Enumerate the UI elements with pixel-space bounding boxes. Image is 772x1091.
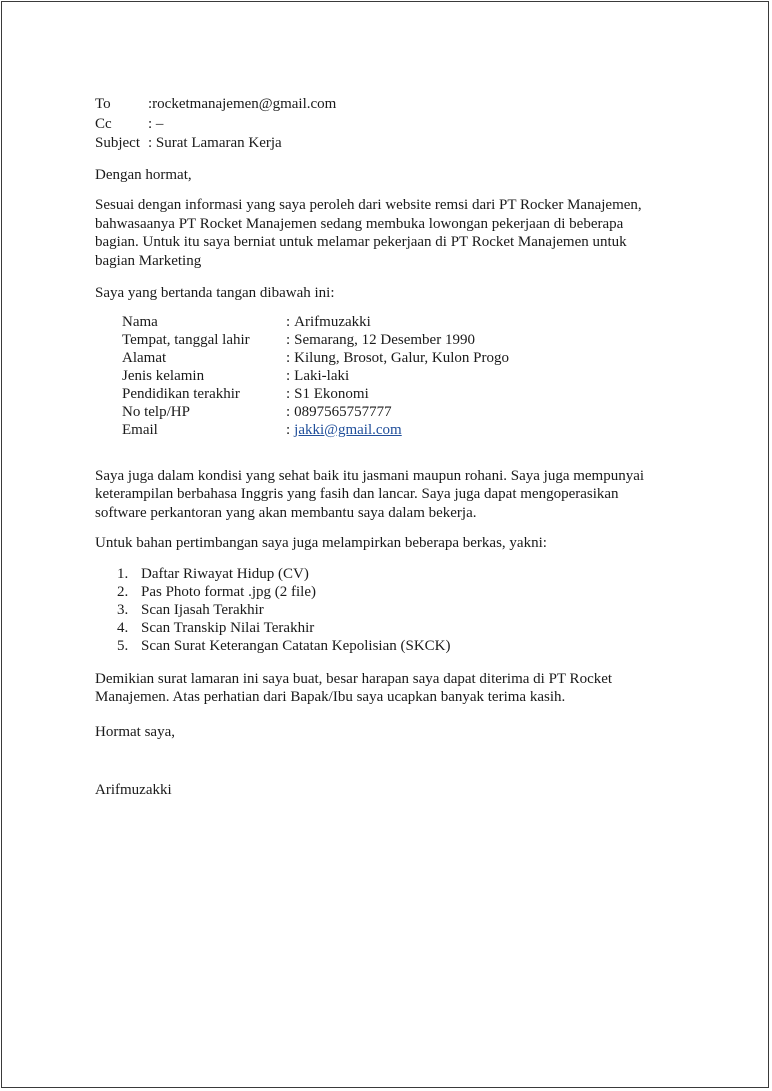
list-item bbox=[117, 565, 685, 583]
greeting: Dengan hormat, bbox=[95, 166, 192, 183]
paragraph-line: bagian. Untuk itu saya berniat untuk melamar pekerjaan di PT Rocket Manajemen untuk bbox=[95, 234, 627, 250]
biodata-value: Kilung, Brosot, Galur, Kulon Progo bbox=[294, 349, 509, 366]
biodata-row-jenis-kelamin bbox=[122, 367, 685, 385]
biodata-label: No telp/HP bbox=[122, 403, 190, 420]
list-item bbox=[117, 619, 685, 637]
list-number: 2. bbox=[117, 583, 129, 600]
cc-label: Cc bbox=[95, 115, 112, 132]
biodata-row-alamat bbox=[122, 349, 685, 367]
subject-row bbox=[95, 134, 685, 154]
biodata-label: Tempat, tanggal lahir bbox=[122, 331, 250, 348]
list-number: 1. bbox=[117, 565, 129, 582]
paragraph-line: bahwasaanya PT Rocket Manajemen sedang membuka lowongan pekerjaan di beberapa bbox=[95, 215, 624, 232]
list-text: Pas Photo format .jpg (2 file) bbox=[141, 583, 316, 600]
paragraph-line: Sesuai dengan informasi yang saya peroleh dari website remsi dari PT Rocker Manajemen, bbox=[95, 197, 642, 213]
biodata-value: Laki-laki bbox=[294, 367, 350, 384]
cc-row bbox=[95, 115, 685, 135]
email-link[interactable]: jakki@gmail.com bbox=[294, 421, 402, 438]
list-item bbox=[117, 637, 685, 655]
to-value: :rocketmanajemen@gmail.com bbox=[148, 96, 337, 112]
subject-label: Subject bbox=[95, 135, 140, 151]
to-label: To bbox=[95, 96, 111, 112]
paragraph-closing bbox=[95, 670, 685, 707]
paragraph-qualifications bbox=[95, 467, 685, 523]
biodata-colon: : bbox=[286, 421, 291, 438]
biodata-value: Semarang, 12 Desember 1990 bbox=[294, 331, 475, 348]
biodata-label: Email bbox=[122, 421, 158, 438]
biodata-value: 0897565757777 bbox=[294, 403, 392, 420]
biodata-label: Nama bbox=[122, 313, 158, 330]
subject-value: : Surat Lamaran Kerja bbox=[148, 135, 282, 151]
biodata-colon: : bbox=[286, 367, 291, 384]
biodata-colon: : bbox=[286, 313, 291, 330]
attachments-list bbox=[117, 565, 685, 655]
biodata-value: S1 Ekonomi bbox=[294, 385, 369, 402]
email-header bbox=[95, 95, 685, 154]
biodata-label: Alamat bbox=[122, 349, 167, 366]
signature-name: Arifmuzakki bbox=[95, 782, 172, 798]
biodata-table bbox=[122, 313, 685, 439]
list-number: 5. bbox=[117, 637, 129, 654]
biodata-colon: : bbox=[286, 331, 291, 348]
list-text: Daftar Riwayat Hidup (CV) bbox=[141, 565, 309, 582]
list-item bbox=[117, 583, 685, 601]
biodata-row-ttl bbox=[122, 331, 685, 349]
biodata-row-telp bbox=[122, 403, 685, 421]
biodata-value: Arifmuzakki bbox=[294, 313, 371, 330]
list-number: 4. bbox=[117, 619, 129, 636]
paragraph-line: bagian Marketing bbox=[95, 252, 202, 269]
paragraph-line: Manajemen. Atas perhatian dari Bapak/Ibu saya ucapkan banyak terima kasih. bbox=[95, 689, 566, 705]
biodata-row-pendidikan bbox=[122, 385, 685, 403]
list-text: Scan Surat Keterangan Catatan Kepolisian (SKCK) bbox=[141, 637, 451, 654]
biodata-row-email bbox=[122, 421, 685, 439]
list-number: 3. bbox=[117, 601, 129, 618]
list-text: Scan Transkip Nilai Terakhir bbox=[141, 619, 315, 636]
paragraph-line: software perkantoran yang akan membantu saya dalam bekerja. bbox=[95, 504, 477, 521]
biodata-colon: : bbox=[286, 385, 291, 402]
list-text: Scan Ijasah Terakhir bbox=[141, 601, 264, 618]
biodata-row-nama bbox=[122, 313, 685, 331]
paragraph-application-reason bbox=[95, 196, 685, 270]
attachments-intro: Untuk bahan pertimbangan saya juga melampirkan beberapa berkas, yakni: bbox=[95, 535, 547, 551]
biodata-label: Pendidikan terakhir bbox=[122, 385, 240, 402]
biodata-colon: : bbox=[286, 403, 291, 420]
biodata-intro: Saya yang bertanda tangan dibawah ini: bbox=[95, 285, 335, 301]
letter-body bbox=[95, 95, 685, 800]
paragraph-line: Saya juga dalam kondisi yang sehat baik itu jasmani maupun rohani. Saya juga mempunyai bbox=[95, 467, 645, 484]
biodata-colon: : bbox=[286, 349, 291, 366]
paragraph-line: keterampilan berbahasa Inggris yang fasih dan lancar. Saya juga dapat mengoperasikan bbox=[95, 486, 619, 502]
list-item bbox=[117, 601, 685, 619]
cc-value: : – bbox=[148, 115, 164, 132]
biodata-label: Jenis kelamin bbox=[122, 367, 205, 384]
paragraph-line: Demikian surat lamaran ini saya buat, besar harapan saya dapat diterima di PT Rocket bbox=[95, 670, 613, 687]
to-row bbox=[95, 95, 685, 115]
closing-salutation: Hormat saya, bbox=[95, 723, 175, 740]
